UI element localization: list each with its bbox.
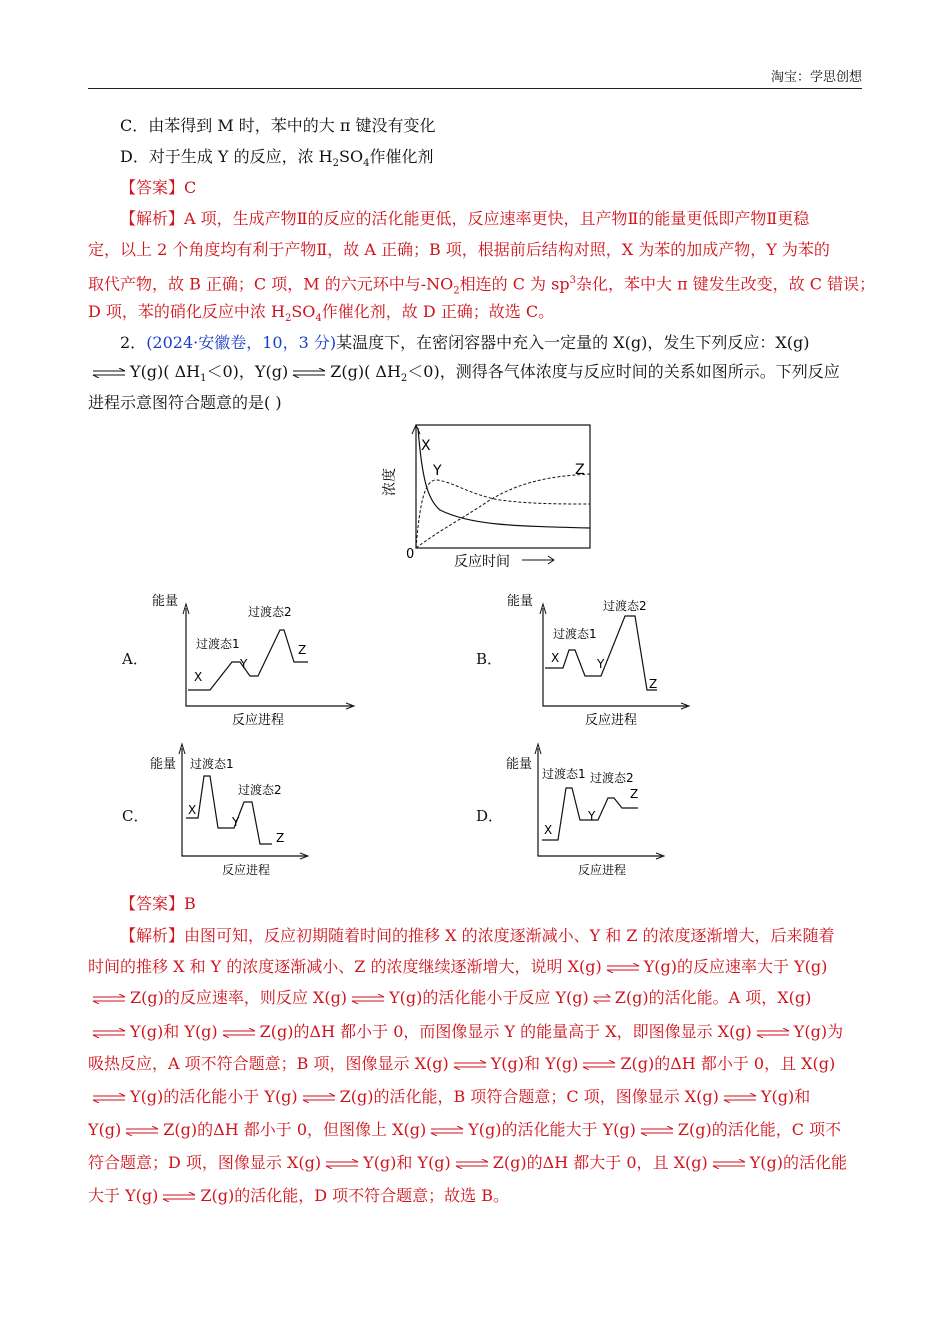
svg-text:Y: Y: [588, 809, 596, 823]
analysis-1-line1: 【解析】A 项，生成产物Ⅱ的反应的活化能更低，反应速率更快，且产物Ⅱ的能量更低即产物Ⅱ更稳: [120, 209, 810, 228]
equilibrium-arrow-icon: [325, 1159, 359, 1169]
answer-1: 【答案】C: [120, 178, 197, 197]
equilibrium-arrow-icon: [125, 1126, 159, 1136]
svg-text:反应进程: 反应进程: [578, 863, 627, 877]
chart-frame: [416, 425, 590, 548]
equilibrium-arrow-icon: [593, 994, 611, 1004]
analysis-2-line2: 时间的推移 X 和 Y 的浓度逐渐减小、Z 的浓度继续逐渐增大，说明 X(g) Y(g)的反应速率大于 Y(g): [88, 957, 828, 976]
svg-text:Z: Z: [649, 677, 658, 691]
analysis-2-line5: 吸热反应，A 项不符合题意；B 项，图像显示 X(g) Y(g)和 Y(g) Z(g)的ΔH 都小于 0，且 X(g): [88, 1054, 836, 1073]
equilibrium-arrow-icon: [92, 1093, 126, 1103]
analysis-2-line4: Y(g)和 Y(g) Z(g)的ΔH 都小于 0，而图像显示 Y 的能量高于 X，即图像显示 X(g) Y(g)为: [88, 1022, 862, 1042]
svg-text:Z: Z: [298, 643, 307, 657]
label-x: X: [421, 438, 431, 454]
page-header: [88, 64, 862, 89]
analysis-1-line4: D 项，苯的硝化反应中浓 $H_2SO_4$作催化剂，故 D 正确；故选 C。: [88, 302, 555, 325]
svg-text:Y: Y: [232, 815, 240, 829]
equilibrium-arrow-icon: [351, 994, 385, 1004]
svg-text:Z: Z: [276, 831, 285, 845]
option-c-prev: C．由苯得到 M 时，苯中的大 π 键没有变化: [120, 116, 436, 135]
series-y-curve: [416, 480, 590, 548]
analysis-1-line2: 定，以上 2 个角度均有利于产物Ⅱ，故 A 正确；B 项，根据前后结构对照，X 为苯的加成产物，Y 为苯的: [88, 240, 830, 259]
equilibrium-arrow-icon: [162, 1192, 196, 1202]
series-x-curve: [418, 428, 590, 528]
svg-text:反应进程: 反应进程: [232, 713, 285, 728]
analysis-2-line9: 大于 Y(g) Z(g)的活化能，D 项不符合题意；故选 B。: [88, 1186, 509, 1205]
svg-text:X: X: [544, 823, 553, 837]
answer-2: 【答案】B: [120, 894, 196, 913]
equilibrium-arrow-icon: [712, 1159, 746, 1169]
svg-text:能量: 能量: [506, 757, 533, 772]
svg-text:Z: Z: [630, 787, 639, 801]
option-d-diagram: [504, 740, 674, 880]
equilibrium-arrow-icon: [292, 368, 326, 378]
svg-text:过渡态2: 过渡态2: [238, 783, 282, 797]
svg-text:过渡态1: 过渡态1: [190, 757, 234, 771]
chart-origin: 0: [406, 547, 415, 562]
svg-text:过渡态1: 过渡态1: [553, 627, 597, 641]
question-2-line3: 进程示意图符合题意的是( ): [88, 393, 282, 412]
option-d-letter: D．: [476, 807, 504, 825]
concentration-chart: [380, 420, 600, 572]
equilibrium-arrow-icon: [640, 1126, 674, 1136]
analysis-2-line1: 【解析】由图可知，反应初期随着时间的推移 X 的浓度逐渐减小、Y 和 Z 的浓度逐渐增大，后来随着: [120, 926, 835, 945]
analysis-1-line3: 取代产物，故 B 正确；C 项，M 的六元环中与$-NO_2$相连的 C 为 $sp^3$杂化，苯中大 π 键发生改变，故 C 错误；: [88, 274, 876, 297]
chart-ylabel: 浓度: [382, 468, 398, 496]
option-b-letter: B．: [476, 650, 503, 668]
equilibrium-arrow-icon: [453, 1060, 487, 1070]
svg-text:过渡态2: 过渡态2: [590, 771, 634, 785]
equilibrium-arrow-icon: [606, 963, 640, 973]
label-z: Z: [575, 462, 585, 478]
option-c-diagram: [148, 740, 318, 880]
option-a-letter: A．: [122, 650, 148, 668]
option-c-letter: C．: [122, 807, 149, 825]
svg-text:反应进程: 反应进程: [222, 863, 271, 877]
option-d-prev: D．对于生成 Y 的反应，浓 $H_2SO_4$作催化剂: [120, 147, 434, 170]
label-y: Y: [433, 463, 442, 479]
svg-text:过渡态1: 过渡态1: [542, 767, 586, 781]
equilibrium-arrow-icon: [756, 1028, 790, 1038]
equilibrium-arrow-icon: [92, 368, 126, 378]
svg-text:过渡态2: 过渡态2: [248, 605, 292, 619]
svg-text:能量: 能量: [150, 757, 177, 772]
equilibrium-arrow-icon: [430, 1126, 464, 1136]
question-2-line2: Y(g)( $\Delta H_1<0$)，Y(g) Z(g)( $\Delta H_2<0$)，测得各气体浓度与反应时间的关系如图所示。下列反应: [88, 362, 862, 389]
header-brand: 淘宝：学思创想: [770, 70, 862, 85]
svg-text:Y: Y: [597, 657, 605, 671]
svg-text:能量: 能量: [152, 594, 179, 609]
equilibrium-arrow-icon: [723, 1093, 757, 1103]
equilibrium-arrow-icon: [302, 1093, 336, 1103]
analysis-2-line3: Z(g)的反应速率，则反应 X(g) Y(g)的活化能小于反应 Y(g) Z(g)的活化能。A 项，X(g): [88, 988, 862, 1008]
svg-text:X: X: [194, 670, 203, 684]
svg-text:过渡态2: 过渡态2: [603, 599, 647, 613]
equilibrium-arrow-icon: [222, 1028, 256, 1038]
equilibrium-arrow-icon: [582, 1060, 616, 1070]
question-2-line1: 2．(2024·安徽卷，10，3 分)某温度下，在密闭容器中充入一定量的 X(g)，发生下列反应：X(g): [120, 333, 810, 352]
svg-text:X: X: [188, 803, 197, 817]
equilibrium-arrow-icon: [92, 994, 126, 1004]
svg-text:反应进程: 反应进程: [585, 713, 638, 728]
chart-xlabel: 反应时间: [454, 554, 510, 570]
svg-text:能量: 能量: [507, 594, 534, 609]
svg-text:Y: Y: [240, 657, 248, 671]
svg-text:过渡态1: 过渡态1: [196, 637, 240, 651]
analysis-2-line7: Y(g) Z(g)的ΔH 都小于 0，但图像上 X(g) Y(g)的活化能大于 Y(g) Z(g)的活化能，C 项不: [88, 1120, 842, 1139]
x-axis-arrow: [522, 556, 554, 564]
equilibrium-arrow-icon: [92, 1028, 126, 1038]
analysis-2-line8: 符合题意；D 项，图像显示 X(g) Y(g)和 Y(g) Z(g)的ΔH 都大于 0，且 X(g) Y(g)的活化能: [88, 1153, 848, 1172]
analysis-2-line6: Y(g)的活化能小于 Y(g) Z(g)的活化能，B 项符合题意；C 项，图像显示 X(g) Y(g)和: [88, 1087, 862, 1107]
svg-text:X: X: [551, 651, 560, 665]
option-a-diagram: [148, 590, 363, 730]
equilibrium-arrow-icon: [455, 1159, 489, 1169]
option-b-diagram: [505, 590, 720, 730]
